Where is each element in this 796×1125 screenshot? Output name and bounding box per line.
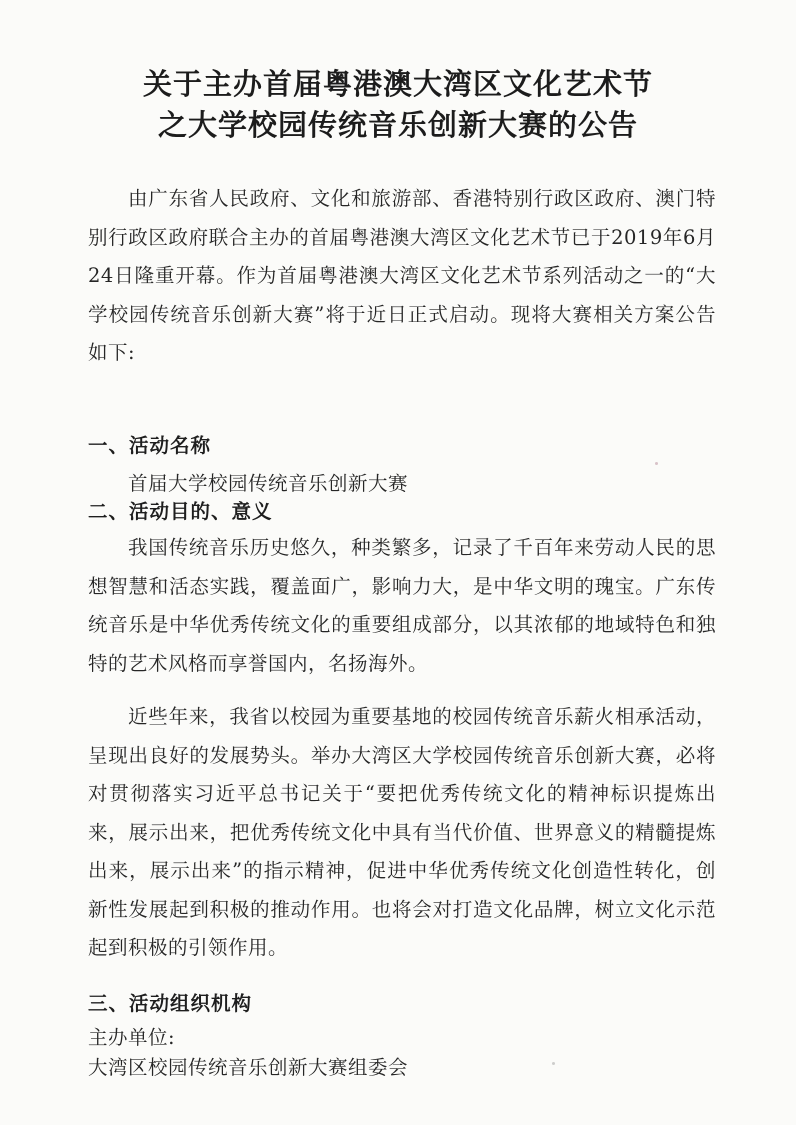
section-1-heading: 一、活动名称 [88, 434, 212, 457]
organizer-name: 大湾区校园传统音乐创新大赛组委会 [88, 1056, 409, 1079]
section-2-paragraph-1: 我国传统音乐历史悠久，种类繁多，记录了千百年来劳动人民的思想智慧和活态实践，覆盖面广，影响力大，是中华文明的瑰宝。广东传统音乐是中华优秀传统文化的重要组成部分，以其浓郁的地域特色和独特的艺术风格而享誉国内，名扬海外。 [88, 536, 716, 675]
document-title-line-2: 之大学校园传统音乐创新大赛的公告 [157, 108, 638, 142]
activity-name: 首届大学校园传统音乐创新大赛 [128, 472, 409, 495]
intro-paragraph: 由广东省人民政府、文化和旅游部、香港特别行政区政府、澳门特别行政区政府联合主办的首届粤港澳大湾区文化艺术节已于2019年6月24日隆重开幕。作为首届粤港澳大湾区文化艺术节系列活动之一的“大学校园传统音乐创新大赛”将于近日正式启动。现将大赛相关方案公告如下: [88, 187, 716, 364]
scan-speck [552, 1062, 555, 1065]
section-2-paragraph-2: 近些年来，我省以校园为重要基地的校园传统音乐薪火相承活动，呈现出良好的发展势头。举办大湾区大学校园传统音乐创新大赛，必将对贯彻落实习近平总书记关于“要把优秀传统文化的精神标识提炼出来，展示出来，把优秀传统文化中具有当代价值、世界意义的精髓提炼出来，展示出来”的指示精神，促进中华优秀传统文化创造性转化，创新性发展起到积极的推动作用。也将会对打造文化品牌，树立文化示范起到积极的引领作用。 [88, 705, 716, 959]
section-2-heading: 二、活动目的、意义 [88, 500, 273, 523]
organizer-label: 主办单位: [88, 1026, 176, 1049]
scan-speck [655, 462, 658, 465]
section-3-heading: 三、活动组织机构 [88, 992, 253, 1015]
document-title-line-1: 关于主办首届粤港澳大湾区文化艺术节 [142, 67, 653, 101]
